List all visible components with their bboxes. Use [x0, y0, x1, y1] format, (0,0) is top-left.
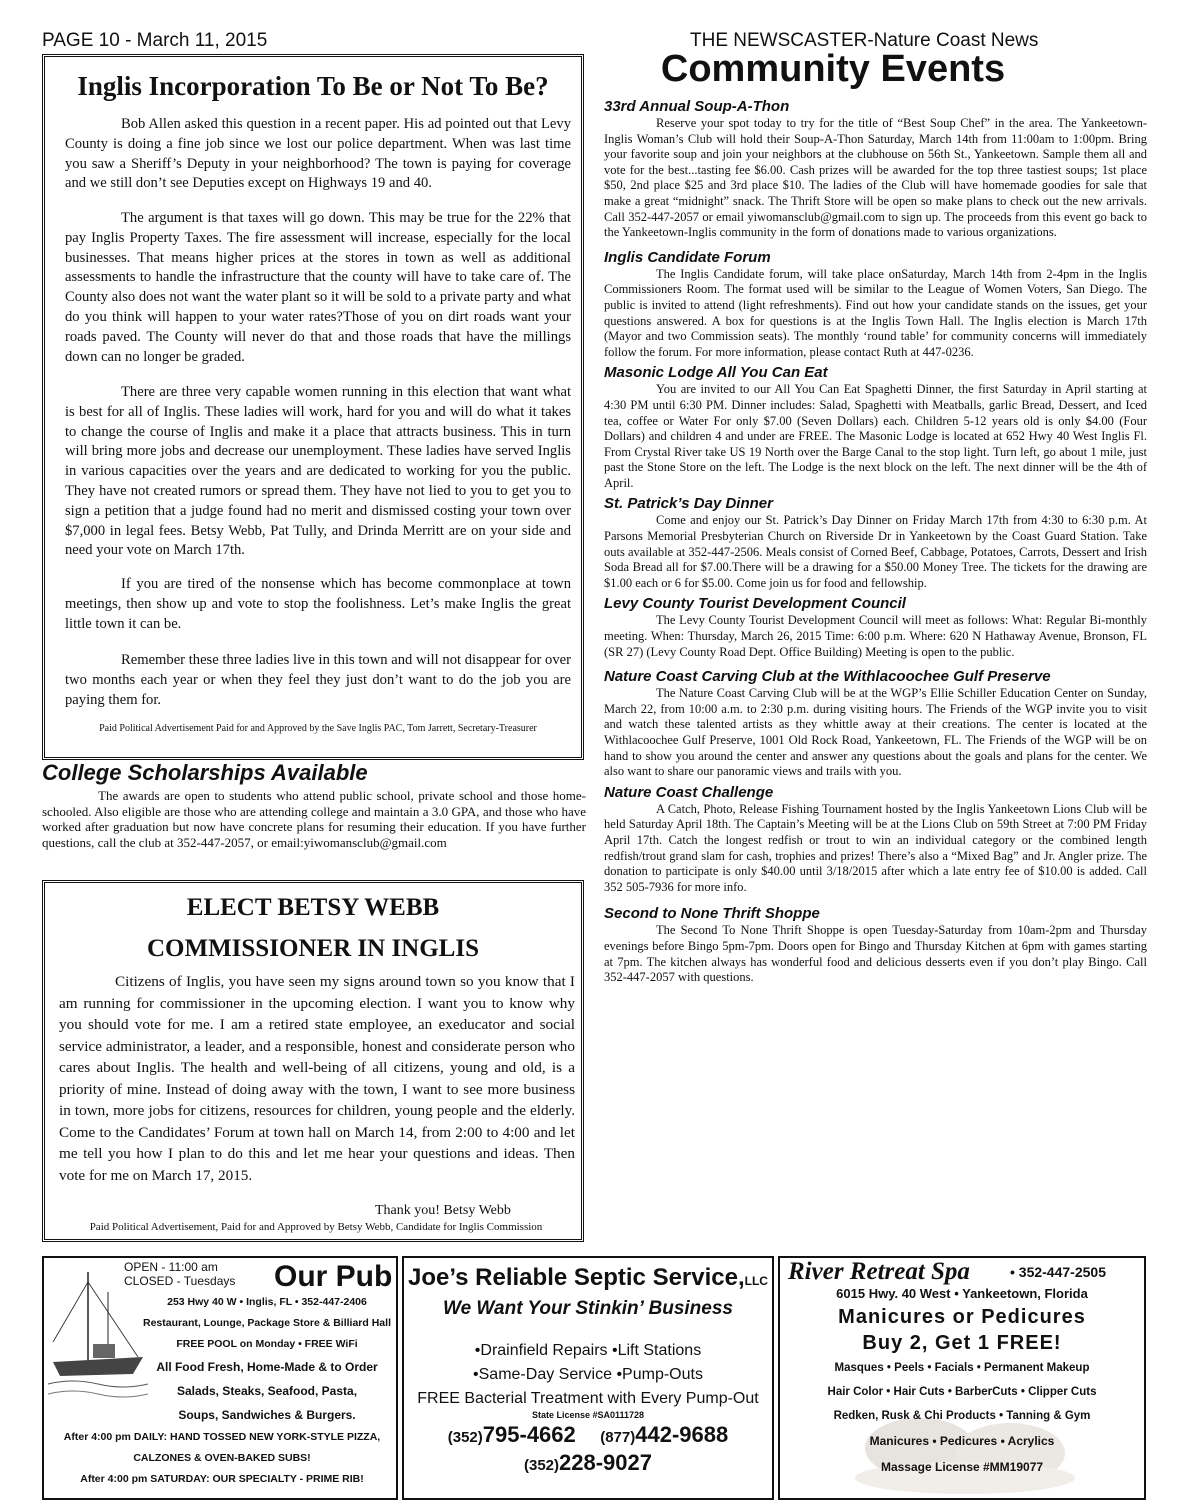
- section-title: Community Events: [660, 48, 1006, 90]
- our-pub-ad: [42, 1256, 398, 1500]
- pub-hours: [124, 1260, 235, 1288]
- event-title: Second to None Thrift Shoppe: [604, 905, 820, 923]
- event-body: The Levy County Tourist Development Council will meet as follows: What: Regular Bi-monthly meeting. When: Thursday, March 26, 2015 Time: 6:00 p.m. Where: 620 N Hathaway Avenue, Bronson, FL (SR 27) (Levy County Road Dept. Office Building) Meeting is open to the public.: [604, 613, 1147, 659]
- event-body: A Catch, Photo, Release Fishing Tournament hosted by the Inglis Yankeetown Lions Club will be held Saturday April 18th. The Captain’s Meeting will be at the Lions Club on 59th Street at 7:00 PM Friday April 17th. Catch the longest redfish or trout to win an individual category or the combined length redfish/trout grand slam for cash, trophies and prizes! There’s also a “Mixed Bag” and Jr. Angler prize. The donation to participate is only $40.00 until 3/18/2015 after which a late entry fee of $10.00 is added. Call 352 505-7936 for more info.: [604, 801, 1147, 894]
- spa-offer: Buy 2, Get 1 FREE!: [862, 1332, 1062, 1354]
- phone-number: 442-9688: [635, 1422, 729, 1447]
- event-title: St. Patrick’s Day Dinner: [604, 495, 773, 513]
- event-body: Come and enjoy our St. Patrick’s Day Dinner on Friday March 17th from 4:30 to 6:30 p.m. At Parsons Memorial Presbyterian Church on Riverside Dr in Yankeetown by the Coast Guard Station. Take outs available at 352-447-2506. Meals consist of Corned Beef, Cabbage, Potatoes, Carrots, Dessert and Irish Soda Bread all for $7.00.There will be a drawing for a $50.00 Money Tree. The tickets for the drawing are $1.00 each or 6 for $5.00. Come join us for food and fellowship.: [604, 513, 1147, 590]
- septic-offer: FREE Bacterial Treatment with Every Pump-Out: [417, 1390, 759, 1407]
- event-item: [604, 784, 1147, 896]
- spa-license: Massage License #MM19077: [880, 1460, 1044, 1474]
- ad-paragraph: Bob Allen asked this question in a recent paper. His ad pointed out that Levy County is doing a fine job since we lost our police department. When was last time you saw a Sheriff’s Deputy in your neighborhood? The town is paying for coverage and we still don’t see Deputies except on Highways 19 and 40.: [65, 116, 571, 192]
- event-item: [604, 364, 1147, 491]
- river-retreat-spa-ad: [778, 1256, 1146, 1500]
- event-title: Nature Coast Challenge: [604, 783, 774, 801]
- septic-phones: [404, 1422, 772, 1448]
- pub-line: All Food Fresh, Home-Made & to Order: [156, 1360, 378, 1374]
- septic-services: •Drainfield Repairs •Lift Stations: [474, 1342, 702, 1359]
- newspaper-name: THE NEWSCASTER-Nature Coast News: [690, 30, 1039, 51]
- event-title: Masonic Lodge All You Can Eat: [604, 364, 828, 382]
- ad-disclaimer: Paid Political Advertisement, Paid for and Approved by Betsy Webb, Candidate for Inglis Commission: [89, 1221, 543, 1233]
- spa-services: Masques • Peels • Facials • Permanent Makeup: [834, 1362, 1090, 1374]
- phone-number: 795-4662: [482, 1422, 576, 1447]
- event-item: [604, 495, 1147, 591]
- septic-services: •Same-Day Service •Pump-Outs: [473, 1366, 703, 1383]
- septic-name: [404, 1264, 772, 1292]
- event-title: Levy County Tourist Development Council: [604, 595, 906, 613]
- ad-headline-line2: COMMISSIONER IN INGLIS: [146, 935, 479, 962]
- ad-paragraph: Remember these three ladies live in this town and will not disappear for over two months each year or when they feel they just don’t want to do the job you are paying them for.: [65, 652, 571, 708]
- pub-line: Soups, Sandwiches & Burgers.: [178, 1408, 356, 1422]
- phone-area-code: (352): [447, 1429, 483, 1446]
- septic-phone3: [404, 1450, 772, 1476]
- betsy-webb-ad: [42, 880, 584, 1242]
- septic-service-ad: [402, 1256, 774, 1500]
- event-body: Reserve your spot today to try for the title of “Best Soup Chef” in the area. The Yankeetown-Inglis Woman’s Club will hold their Soup-A-Thon Saturday, March 14th from 11:00am to 1:00pm. Bring your favorite soup and join your neighbors at the clubhouse on 56th St., Yankeetown. Sample them all and vote for the best...tasting fee $6.00. Cash prizes will be awarded for the top three tastiest soups; 1st place $50, 2nd place $25 and 3rd place $10. The ladies of the Club will have homemade goodies for sale that make a great “midnight” snack. The Thrift Store will be open so make plans to check out the new arrivals. Call 352-447-2057 or email yiwomansclub@gmail.com to sign up. The proceeds from this event go back to the Yankeetown-Inglis community in the form of donations made to various organizations.: [604, 116, 1147, 240]
- ad-paragraph: The argument is that taxes will go down. This may be true for the 22% that pay Inglis Property Taxes. The fire assessment will increase, especially for the local businesses. That means higher prices at the stores in town as well as additional assessments to handle the infrastructure that the county will have to take care of. The County also does not want the water plant so it will be sold to a private party and what do you think will happen to your water rates?Those of you on dirt roads want your roads paved. The County will never do that and those roads that have the millings down can no longer be graded.: [65, 210, 571, 365]
- ad-body: Citizens of Inglis, you have seen my signs around town so you know that I am running for commissioner in the upcoming election. I want you to know why you should vote for me. I am a retired state employee, an exeducator and social service administrator, a leader, and a responsible, honest and considerate person who cares about Inglis. The health and well-being of all citizens, young and old, is a priority of mine. Instead of doing away with the town, I want to see more business in town, more jobs for citizens, resources for children, young people and the elderly. Come to the Candidates’ Forum at town hall on March 14, from 2:00 to 4:00 and let me tell you how I plan to do this and let me hear your questions and ideas. Then vote for me on March 17, 2015.: [59, 973, 575, 1184]
- pub-name: Our Pub: [274, 1260, 393, 1293]
- event-title: Inglis Candidate Forum: [604, 248, 771, 266]
- phone-area-code: (877): [600, 1429, 636, 1446]
- septic-llc: LLC: [744, 1274, 768, 1288]
- event-item: [604, 668, 1147, 780]
- spa-services: Redken, Rusk & Chi Products • Tanning & Gym: [833, 1410, 1091, 1422]
- spa-services: Manicures • Pedicures • Acrylics: [869, 1434, 1055, 1448]
- spa-name: River Retreat Spa: [788, 1258, 970, 1285]
- event-body: You are invited to our All You Can Eat Spaghetti Dinner, the first Saturday in April starting at 4:30 PM until 6:30 PM. Dinner includes: Salad, Spaghetti with Meatballs, garlic Bread, Dessert, and Iced tea, coffee or Water For only $7.00 (Seven Dollars) each. Children 5-12 years old is only $4.00 (Four Dollars) and children 4 and under are FREE. The Masonic Lodge is located at 652 Hwy 40 West Inglis Fl. From Crystal River take US 19 North over the Barge Canal to the stop light. Turn left, go about 1 mile, just past the Stone Store on the left. The Lodge is the next block on the left. The next dinner will be the 4th of April.: [604, 382, 1147, 490]
- spa-services: Hair Color • Hair Cuts • BarberCuts • Clipper Cuts: [827, 1386, 1097, 1398]
- septic-business-name: Joe’s Reliable Septic Service,: [408, 1264, 745, 1291]
- event-body: The Second To None Thrift Shoppe is open Tuesday-Saturday from 10am-2pm and Thursday evenings before Bingo 5pm-7pm. Doors open for Bingo and Thursday Kitchen at 6pm with games starting at 7pm. The kitchen always has wonderful food and delicious desserts even if you don’t play Bingo. Call 352-447-2057 with questions.: [604, 923, 1147, 985]
- spa-address: 6015 Hwy. 40 West • Yankeetown, Florida: [836, 1286, 1088, 1301]
- ad-paragraph: If you are tired of the nonsense which has become commonplace at town meetings, then show up and vote to stop the foolishness. Let’s make Inglis the great little town it can be.: [65, 576, 571, 632]
- pub-closed-day: CLOSED - Tuesdays: [124, 1274, 236, 1288]
- feet-icon: [840, 1358, 1090, 1498]
- event-item: [604, 595, 1147, 660]
- scholarships-heading: College Scholarships Available: [42, 760, 368, 785]
- event-body: The Nature Coast Carving Club will be at the WGP’s Ellie Schiller Education Center on Sunday, March 22, from 10:00 a.m. to 2:30 p.m. during visiting hours. The Friends of the WGP invite you to visit and watch these talented artists as they whittle away at their creations. The center is located at the Withlacoochee Gulf Preserve, 1001 Old Rock Road, Yankeetown, FL. The Friends of the WGP will be on hand to show you around the center and answer any questions about the goals and plans for the center. We also want to share our panoramic views and trails with you.: [604, 686, 1147, 779]
- page-number-date: PAGE 10 - March 11, 2015: [42, 30, 268, 51]
- scholarships-body: The awards are open to students who attend public school, private school and those home-schooled. Also eligible are those who are attending college and maintain a 3.0 GPA, and those who have worked after graduation but now have concrete plans for resuming their education. If you have further questions, call the club at 352-447-2057, or email:yiwomansclub@gmail.com: [42, 788, 586, 851]
- ad-headline-line1: ELECT BETSY WEBB: [186, 894, 440, 921]
- pub-line: Restaurant, Lounge, Package Store & Billiard Hall: [143, 1317, 391, 1329]
- ad-headline: Inglis Incorporation To Be or Not To Be?: [77, 71, 549, 101]
- inglis-incorporation-ad: [42, 54, 584, 760]
- event-item: [604, 249, 1147, 361]
- ad-disclaimer: Paid Political Advertisement Paid for and Approved by the Save Inglis PAC, Tom Jarrett, Secretary-Treasurer: [99, 723, 537, 734]
- event-item: [604, 98, 1147, 241]
- event-title: Nature Coast Carving Club at the Withlacoochee Gulf Preserve: [604, 668, 1051, 686]
- ad-signature: Thank you! Betsy Webb: [375, 1203, 511, 1218]
- pub-line: Salads, Steaks, Seafood, Pasta,: [176, 1384, 358, 1398]
- pub-details: [44, 1292, 400, 1490]
- pub-open-time: OPEN - 11:00 am: [124, 1260, 218, 1274]
- septic-license: State License #SA0111728: [531, 1410, 645, 1420]
- phone-area-code: (352): [523, 1457, 560, 1474]
- pub-line: CALZONES & OVEN-BAKED SUBS!: [133, 1452, 311, 1464]
- community-events-list: [604, 94, 1147, 986]
- septic-slogan: We Want Your Stinkin’ Business: [443, 1298, 733, 1319]
- pub-address: 253 Hwy 40 W • Inglis, FL • 352-447-2406: [167, 1296, 367, 1308]
- phone-number: 228-9027: [559, 1450, 652, 1475]
- event-title: 33rd Annual Soup-A-Thon: [604, 98, 790, 115]
- pub-line: After 4:00 pm DAILY: HAND TOSSED NEW YORK-STYLE PIZZA,: [63, 1431, 381, 1443]
- pub-line: FREE POOL on Monday • FREE WiFi: [176, 1338, 358, 1350]
- event-item: [604, 905, 1147, 985]
- event-body: The Inglis Candidate forum, will take place onSaturday, March 14th from 2-4pm in the Inglis Commissioners Room. The format used will be similar to the League of Women Voters, San Diego. The public is invited to attend (light refreshments). Find out how your candidate stands on the issues, get your questions answered. A box for questions is at the Inglis Town Hall. The Inglis election is March 17th (Mayor and two Commission seats). The monthly ‘round table’ for community concerns will immediately follow the forum. For more information, please contact Ruth at 447-0236.: [604, 266, 1147, 359]
- ad-paragraph: There are three very capable women running in this election that want what is best for all of Inglis. These ladies will work, hard for you and will do what it takes to change the course of Inglis and make it a place that attracts business. This in turn will bring more jobs and decrease our unemployment. These ladies have served Inglis in various capacities over the years and are dedicated to working for you the public. They have not created rumors or spread them. They have not lied to you to get you to sign a petition that a judge found had no merit and dismissed costing your town over $7,000 in legal fees. Betsy Webb, Pat Tully, and Drinda Merritt are on your side and need your vote on March 17th.: [65, 384, 571, 559]
- spa-phone: • 352-447-2505: [1010, 1264, 1106, 1280]
- spa-headline: Manicures or Pedicures: [838, 1306, 1086, 1328]
- pub-line: After 4:00 pm SATURDAY: OUR SPECIALTY - PRIME RIB!: [80, 1473, 364, 1485]
